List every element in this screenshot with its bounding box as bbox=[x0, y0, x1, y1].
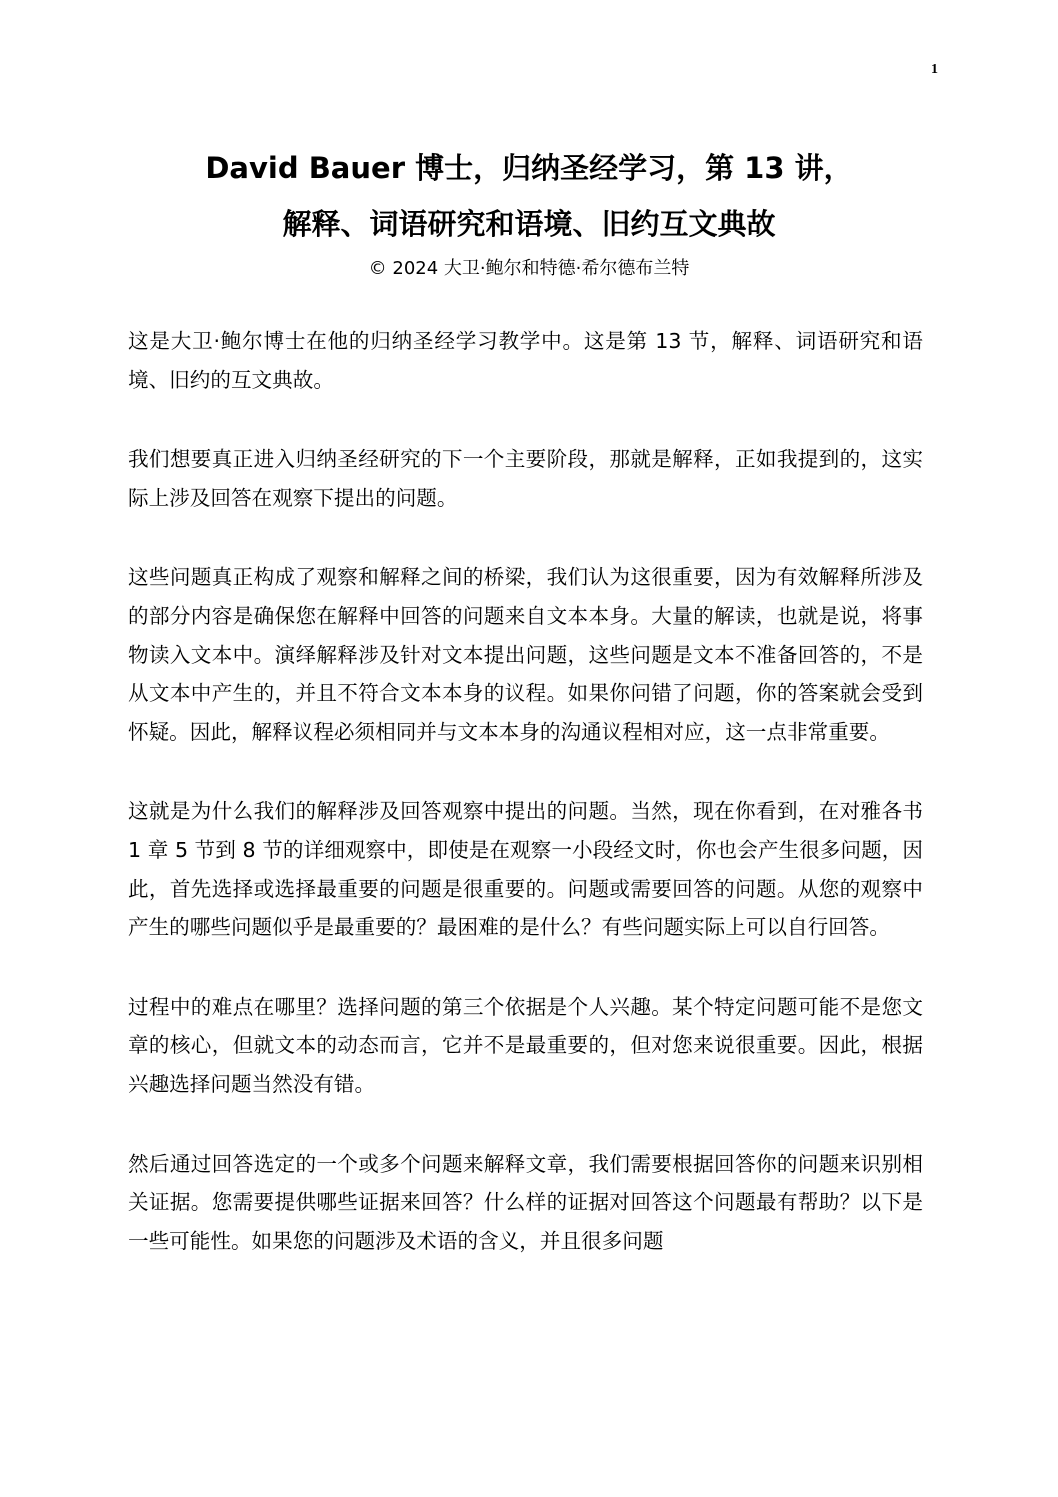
document-title-line-1: David Bauer 博士，归纳圣经学习，第 13 讲， bbox=[205, 151, 853, 185]
document-header bbox=[100, 140, 958, 284]
document-body bbox=[128, 322, 923, 1260]
copyright-notice: © 2024 大卫·鲍尔和特德·希尔德布兰特 bbox=[368, 258, 690, 279]
paragraph: 然后通过回答选定的一个或多个问题来解释文章，我们需要根据回答你的问题来识别相关证据。您需要提供哪些证据来回答？什么样的证据对回答这个问题最有帮助？以下是一些可能性。如果您的问题涉及术语的含义，并且很多问题 bbox=[128, 1151, 923, 1253]
document-title-line-2: 解释、词语研究和语境、旧约互文典故 bbox=[282, 207, 776, 241]
page-number: 1 bbox=[931, 62, 938, 77]
paragraph: 这就是为什么我们的解释涉及回答观察中提出的问题。当然，现在你看到，在对雅各书 1 章 5 节到 8 节的详细观察中，即使是在观察一小段经文时，你也会产生很多问题，因此，首先选择或选择最重要的问题是很重要的。问题或需要回答的问题。从您的观察中产生的哪些问题似乎是最重要的？最困难的是什么？有些问题实际上可以自行回答。 bbox=[128, 799, 923, 940]
paragraph: 这是大卫·鲍尔博士在他的归纳圣经学习教学中。这是第 13 节，解释、词语研究和语境、旧约的互文典故。 bbox=[128, 329, 923, 392]
paragraph: 这些问题真正构成了观察和解释之间的桥梁，我们认为这很重要，因为有效解释所涉及的部分内容是确保您在解释中回答的问题来自文本本身。大量的解读，也就是说，将事物读入文本中。演绎解释涉及针对文本提出问题，这些问题是文本不准备回答的，不是从文本中产生的，并且不符合文本本身的议程。如果你问错了问题，你的答案就会受到怀疑。因此，解释议程必须相同并与文本本身的沟通议程相对应，这一点非常重要。 bbox=[128, 565, 923, 744]
paragraph: 我们想要真正进入归纳圣经研究的下一个主要阶段，那就是解释，正如我提到的，这实际上涉及回答在观察下提出的问题。 bbox=[128, 447, 923, 510]
paragraph: 过程中的难点在哪里？选择问题的第三个依据是个人兴趣。某个特定问题可能不是您文章的核心，但就文本的动态而言，它并不是最重要的，但对您来说很重要。因此，根据兴趣选择问题当然没有错。 bbox=[128, 994, 923, 1096]
